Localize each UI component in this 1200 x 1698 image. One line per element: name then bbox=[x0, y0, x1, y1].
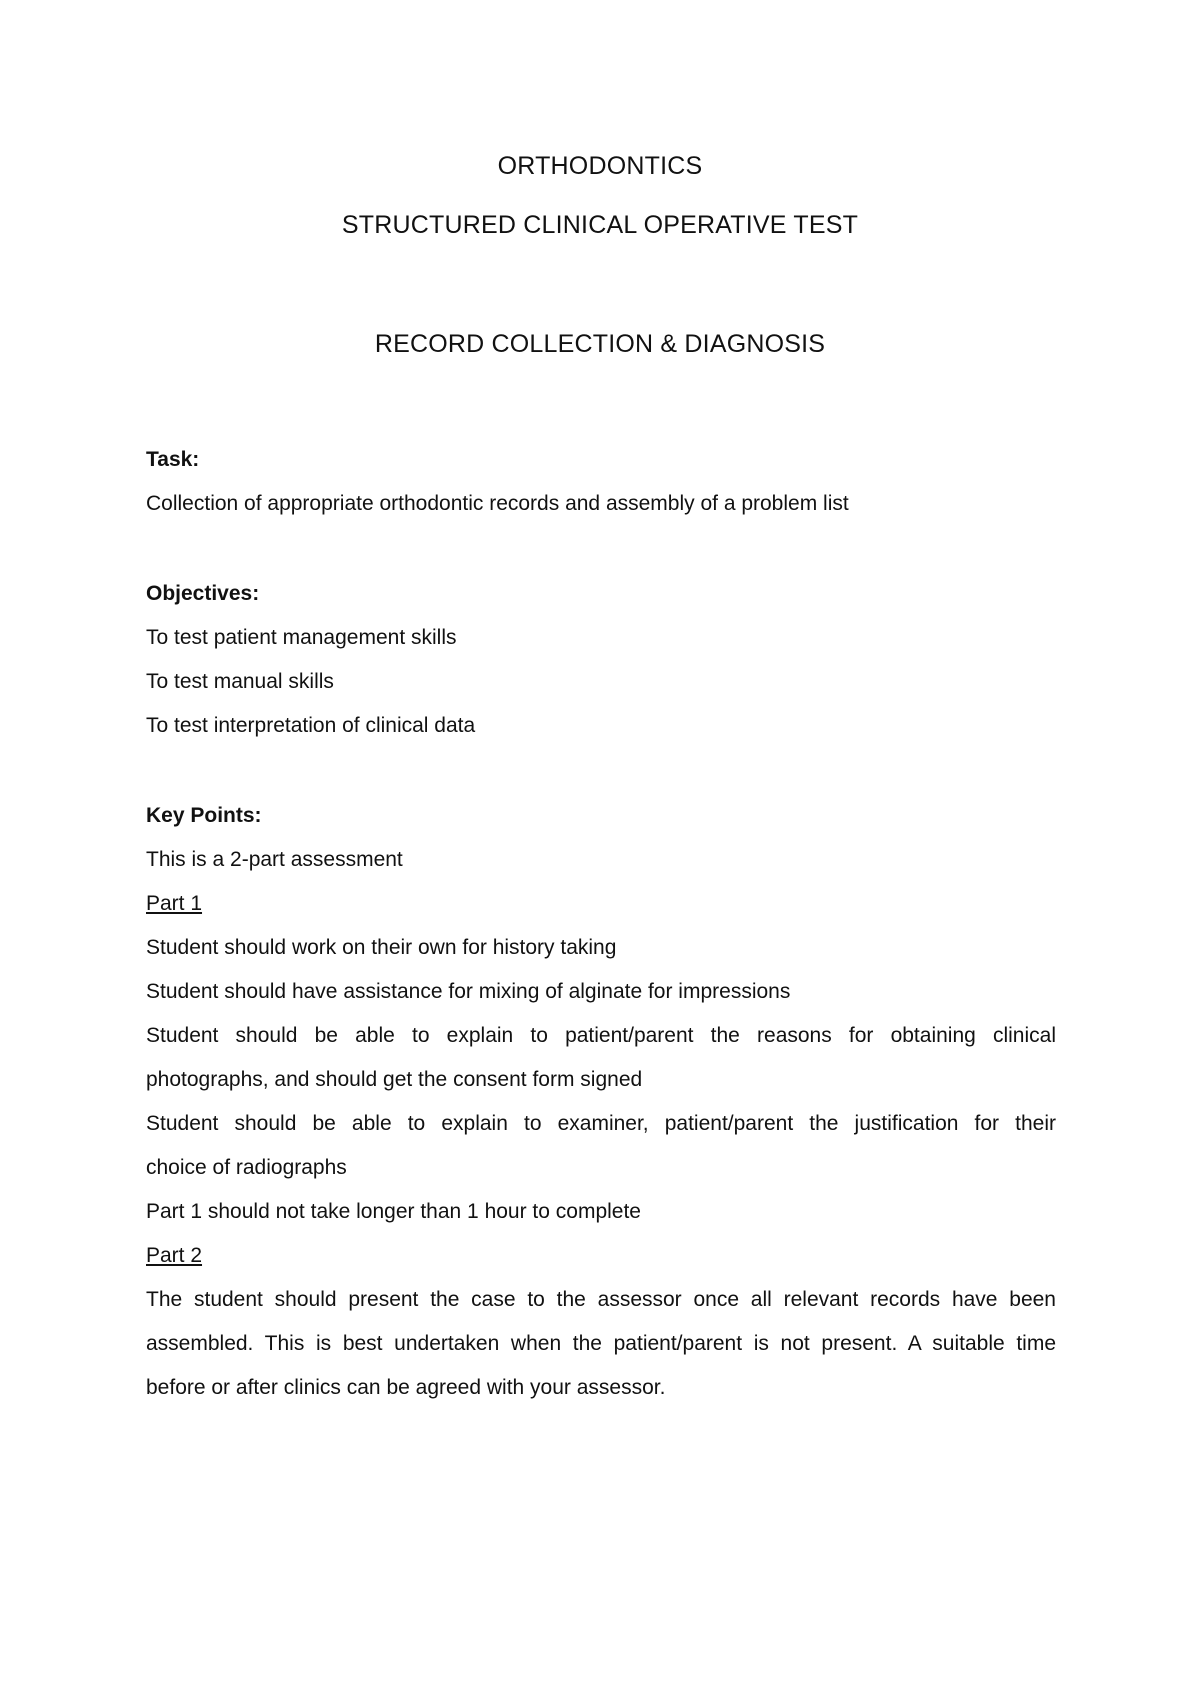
part2-line: before or after clinics can be agreed with your assessor. bbox=[146, 1376, 666, 1399]
objectives-heading: Objectives: bbox=[146, 582, 260, 605]
part2-line: assembled. This is best undertaken when the patient/parent is not present. A suitable time bbox=[146, 1332, 1056, 1355]
document-subject: ORTHODONTICS bbox=[497, 152, 703, 180]
task-text: Collection of appropriate orthodontic records and assembly of a problem list bbox=[146, 492, 849, 515]
objective-item: To test patient management skills bbox=[146, 626, 457, 649]
key-points-intro: This is a 2-part assessment bbox=[146, 848, 403, 871]
part1-line: photographs, and should get the consent form signed bbox=[146, 1068, 643, 1091]
part1-line: Part 1 should not take longer than 1 hour to complete bbox=[146, 1200, 641, 1223]
part1-line: choice of radiographs bbox=[146, 1156, 347, 1179]
part1-line: Student should work on their own for history taking bbox=[146, 936, 617, 959]
document-test-name: STRUCTURED CLINICAL OPERATIVE TEST bbox=[341, 211, 859, 239]
objective-item: To test interpretation of clinical data bbox=[146, 714, 476, 737]
part1-line: Student should be able to explain to examiner, patient/parent the justification for their bbox=[146, 1112, 1056, 1135]
part2-label: Part 2 bbox=[146, 1244, 203, 1267]
part2-line: The student should present the case to the assessor once all relevant records have been bbox=[146, 1288, 1056, 1311]
part1-label: Part 1 bbox=[146, 892, 203, 915]
part1-line: Student should have assistance for mixing of alginate for impressions bbox=[146, 980, 791, 1003]
key-points-heading: Key Points: bbox=[146, 804, 262, 827]
document-topic: RECORD COLLECTION & DIAGNOSIS bbox=[374, 330, 826, 358]
task-heading: Task: bbox=[146, 448, 200, 471]
part1-line: Student should be able to explain to patient/parent the reasons for obtaining clinical bbox=[146, 1024, 1056, 1047]
objective-item: To test manual skills bbox=[146, 670, 334, 693]
